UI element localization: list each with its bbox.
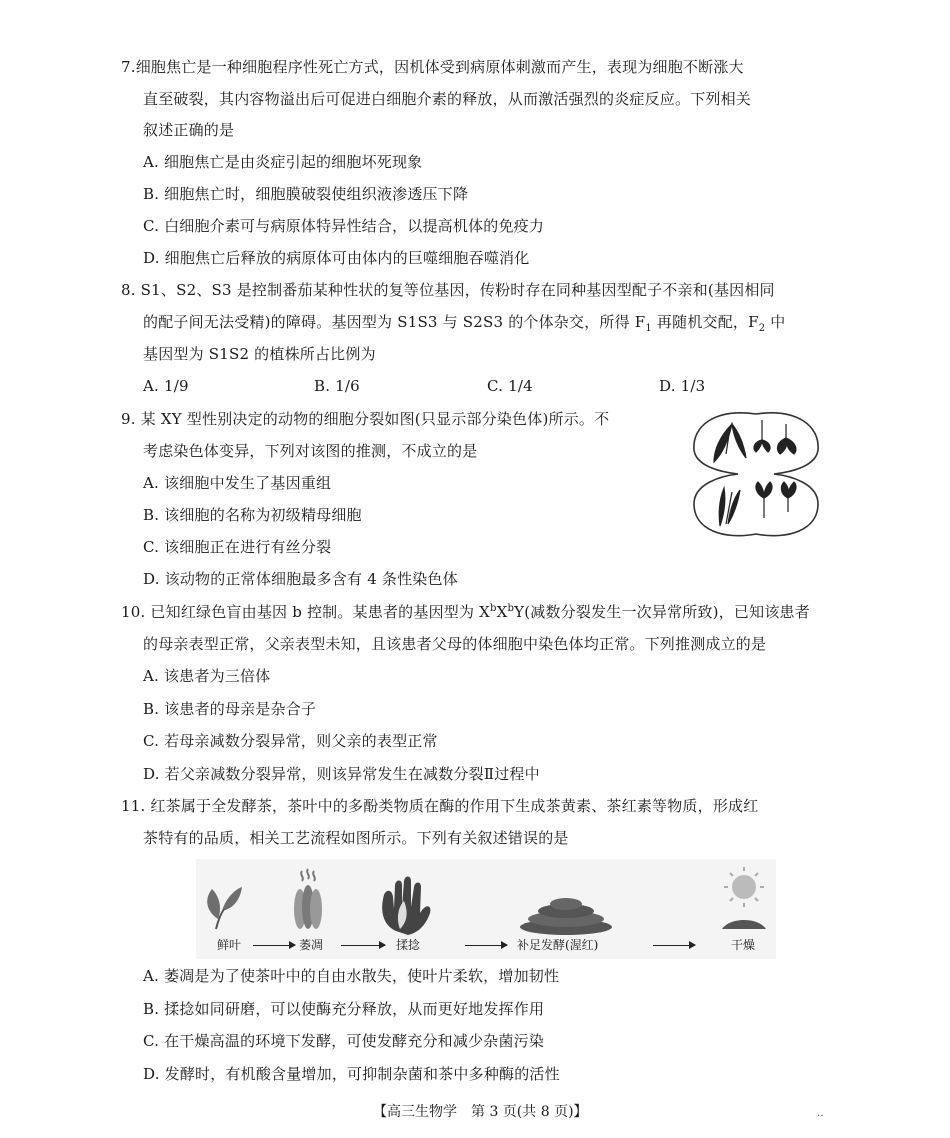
cell-division-figure [690,406,822,542]
q8-stem-line3: 基因型为 S1S2 的植株所占比例为 [143,345,376,363]
q10-option-c: C. 若母亲减数分裂异常，则父亲的表型正常 [143,732,438,750]
q10-option-d: D. 若父亲减数分裂异常，则该异常发生在减数分裂Ⅱ过程中 [143,765,540,783]
q11-stem-line2: 茶特有的品质，相关工艺流程如图所示。下列有关叙述错误的是 [143,829,569,847]
q8-stem-line1: 8. S1、S2、S3 是控制番茄某种性状的复等位基因，传粉时存在同种基因型配子不亲和(基因相同 [121,281,775,299]
step-label-drying: 干燥 [731,938,756,952]
arrow-2 [341,945,385,946]
q11-option-a: A. 萎凋是为了使茶叶中的自由水散失，使叶片柔软，增加韧性 [143,967,560,985]
q10-option-b: B. 该患者的母亲是杂合子 [143,700,317,718]
q7-option-c: C. 白细胞介素可与病原体特异性结合，以提高机体的免疫力 [143,217,545,235]
q8-option-d: D. 1/3 [659,377,706,395]
q7-stem-line3: 叙述正确的是 [143,121,235,139]
q9-option-a: A. 该细胞中发生了基因重组 [143,474,332,492]
q9-option-d: D. 该动物的正常体细胞最多含有 4 条性染色体 [143,570,458,588]
q11-option-d: D. 发酵时，有机酸含量增加，可抑制杂菌和茶中多种酶的活性 [143,1065,560,1083]
arrow-3 [465,945,507,946]
q8-option-a: A. 1/9 [143,377,189,395]
q8-stem-line2: 的配子间无法受精)的障碍。基因型为 S1S3 与 S2S3 的个体杂交，所得 $F_1$ 再随机交配，$F_2$ 中 [143,313,786,334]
step-label-fresh-leaf: 鲜叶 [217,938,242,952]
q9-stem-line1: 9. 某 XY 型性别决定的动物的细胞分裂如图(只显示部分染色体)所示。不 [121,410,610,428]
q9-stem-line2: 考虑染色体变异，下列对该图的推测，不成立的是 [143,442,478,460]
q8-option-b: B. 1/6 [314,377,360,395]
q9-option-b: B. 该细胞的名称为初级精母细胞 [143,506,362,524]
arrow-1 [253,945,295,946]
corner-mark: ‥ [817,1108,824,1119]
step-label-rolling: 揉捻 [396,938,421,952]
q8-option-c: C. 1/4 [487,377,533,395]
q11-option-b: B. 揉捻如同研磨，可以使酶充分释放，从而更好地发挥作用 [143,1000,545,1018]
q9-option-c: C. 该细胞正在进行有丝分裂 [143,538,332,556]
q7-stem-line2: 直至破裂，其内容物溢出后可促进白细胞介素的释放，从而激活强烈的炎症反应。下列相关 [143,90,752,108]
q10-stem-line1: 10. 已知红绿色盲由基因 b 控制。某患者的基因型为 $X^bX^bY$(减数分裂发生一次异常所致)，已知该患者 [121,603,810,621]
q10-stem-line2: 的母亲表型正常，父亲表型未知，且该患者父母的体细胞中染色体均正常。下列推测成立的是 [143,635,767,653]
q7-option-d: D. 细胞焦亡后释放的病原体可由体内的巨噬细胞吞噬消化 [143,249,530,267]
q7-stem-line1: 7.细胞焦亡是一种细胞程序性死亡方式，因机体受到病原体刺激而产生，表现为细胞不断涨大 [121,58,744,76]
q11-option-c: C. 在干燥高温的环境下发酵，可使发酵充分和减少杂菌污染 [143,1032,545,1050]
page-footer: 【高三生物学 第 3 页(共 8 页)】 [373,1104,588,1120]
q7-option-b: B. 细胞焦亡时，细胞膜破裂使组织液渗透压下降 [143,185,469,203]
step-label-fermentation: 补足发酵(渥红) [517,938,599,952]
q10-option-a: A. 该患者为三倍体 [143,667,271,685]
q11-stem-line1: 11. 红茶属于全发酵茶，茶叶中的多酚类物质在酶的作用下生成茶黄素、茶红素等物质，形成红 [121,797,759,815]
arrow-4 [653,945,695,946]
step-label-withering: 萎凋 [299,938,324,952]
q7-option-a: A. 细胞焦亡是由炎症引起的细胞坏死现象 [143,153,423,171]
